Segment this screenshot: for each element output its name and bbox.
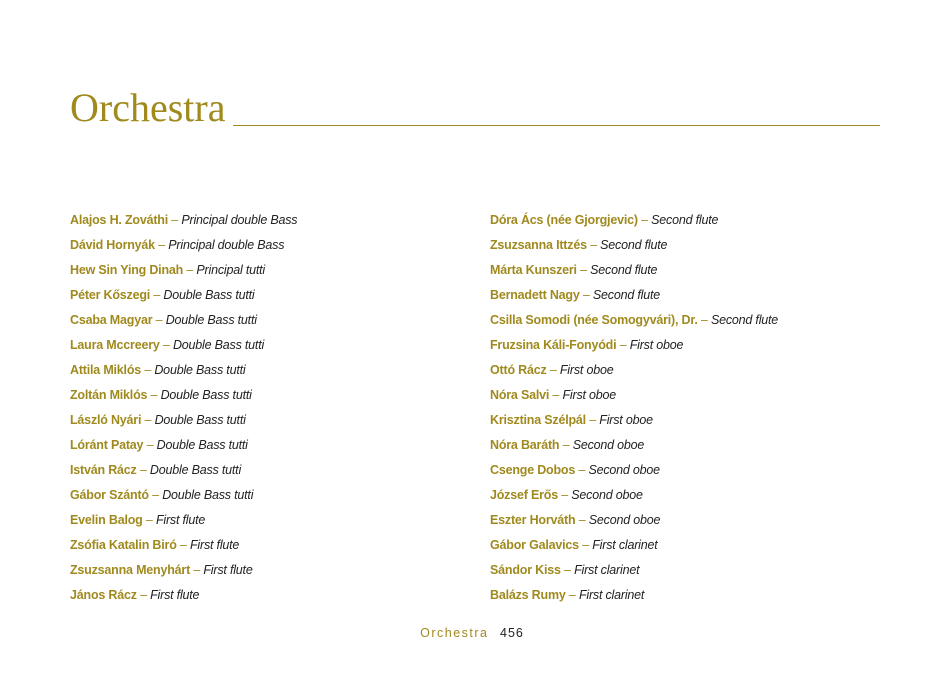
member-name: Eszter Horváth [490, 513, 576, 527]
separator-dash: – [700, 313, 708, 327]
member-entry [70, 408, 470, 433]
right-column [490, 208, 910, 608]
member-role: First clarinet [578, 588, 645, 602]
separator-dash: – [578, 513, 586, 527]
member-name: István Rácz [70, 463, 137, 477]
member-entry [70, 283, 470, 308]
separator-dash: – [590, 238, 597, 252]
member-name: Nóra Salvi [490, 388, 550, 402]
member-role: First oboe [562, 388, 617, 402]
member-name: Bernadett Nagy [490, 288, 580, 302]
member-entry [490, 508, 910, 533]
member-entry [490, 558, 910, 583]
member-role: First oboe [559, 363, 614, 377]
member-role: Double Bass tutti [165, 313, 257, 327]
member-role: Double Bass tutti [172, 338, 265, 352]
member-role: Double Bass tutti [149, 463, 242, 477]
separator-dash: – [186, 263, 194, 277]
member-role: First flute [155, 513, 206, 527]
member-role: Second flute [590, 263, 658, 277]
member-role: Double Bass tutti [154, 363, 246, 377]
member-role: First clarinet [574, 563, 640, 577]
member-entry [490, 208, 910, 233]
member-entry [70, 308, 470, 333]
separator-dash: – [641, 213, 648, 227]
member-role: Principal double Bass [168, 238, 285, 252]
member-name: Gábor Galavics [490, 538, 579, 552]
separator-dash: – [578, 463, 586, 477]
separator-dash: – [158, 238, 165, 252]
separator-dash: – [179, 538, 187, 552]
member-name: Lóránt Patay [70, 438, 144, 452]
member-entry [490, 483, 910, 508]
left-column [70, 208, 470, 608]
member-name: József Erős [490, 488, 558, 502]
member-name: Laura Mccreery [70, 338, 160, 352]
separator-dash: – [171, 213, 179, 227]
member-role: First flute [150, 588, 200, 602]
page-footer [0, 626, 944, 640]
member-name: Zoltán Miklós [70, 388, 148, 402]
member-entry [490, 408, 910, 433]
member-name: Csaba Magyar [70, 313, 153, 327]
title-rule [233, 125, 880, 126]
separator-dash: – [144, 363, 152, 377]
separator-dash: – [552, 388, 560, 402]
separator-dash: – [150, 388, 158, 402]
separator-dash: – [564, 563, 571, 577]
member-role: Second flute [592, 288, 661, 302]
member-entry [70, 358, 470, 383]
separator-dash: – [152, 488, 159, 502]
member-role: Second oboe [571, 488, 643, 502]
member-name: Ottó Rácz [490, 363, 547, 377]
member-name: Evelin Balog [70, 513, 143, 527]
member-name: Zsófia Katalin Biró [70, 538, 177, 552]
member-entry [70, 433, 470, 458]
member-name: László Nyári [70, 413, 142, 427]
separator-dash: – [549, 363, 557, 377]
member-name: Nóra Baráth [490, 438, 560, 452]
member-entry [70, 258, 470, 283]
member-name: Dóra Ács (née Gjorgjevic) [490, 213, 638, 227]
member-entry [70, 208, 470, 233]
member-entry [490, 533, 910, 558]
member-entry [70, 333, 470, 358]
separator-dash: – [162, 338, 170, 352]
member-name: Krisztina Szélpál [490, 413, 586, 427]
member-role: First oboe [629, 338, 684, 352]
member-entry [70, 533, 470, 558]
member-entry [490, 458, 910, 483]
separator-dash: – [193, 563, 201, 577]
separator-dash: – [582, 288, 590, 302]
member-entry [490, 583, 910, 608]
member-role: Double Bass tutti [154, 413, 246, 427]
member-role: Second oboe [588, 463, 660, 477]
member-role: Second oboe [572, 438, 645, 452]
separator-dash: – [561, 488, 569, 502]
member-role: Double Bass tutti [162, 488, 254, 502]
member-name: Hew Sin Ying Dinah [70, 263, 184, 277]
separator-dash: – [146, 438, 154, 452]
member-entry [490, 258, 910, 283]
separator-dash: – [582, 538, 589, 552]
member-entry [70, 583, 470, 608]
member-name: Sándor Kiss [490, 563, 561, 577]
member-entry [70, 383, 470, 408]
member-entry [490, 283, 910, 308]
member-role: Second flute [710, 313, 779, 327]
separator-dash: – [568, 588, 576, 602]
member-name: Fruzsina Káli-Fonyódi [490, 338, 617, 352]
member-entry [490, 333, 910, 358]
separator-dash: – [619, 338, 627, 352]
member-name: Dávid Hornyák [70, 238, 155, 252]
member-entry [490, 433, 910, 458]
member-entry [70, 233, 470, 258]
member-entry [490, 233, 910, 258]
member-entry [70, 483, 470, 508]
member-role: First flute [189, 538, 240, 552]
member-role: Principal double Bass [181, 213, 298, 227]
member-role: First clarinet [592, 538, 658, 552]
member-entry [490, 308, 910, 333]
member-entry [490, 358, 910, 383]
member-name: Péter Kőszegi [70, 288, 151, 302]
separator-dash: – [153, 288, 161, 302]
separator-dash: – [580, 263, 587, 277]
member-role: Double Bass tutti [160, 388, 252, 402]
member-name: Csilla Somodi (née Somogyvári), Dr. [490, 313, 698, 327]
member-name: Balázs Rumy [490, 588, 566, 602]
member-name: Alajos H. Zováthi [70, 213, 169, 227]
separator-dash: – [144, 413, 152, 427]
member-entry [70, 508, 470, 533]
member-role: Second flute [600, 238, 668, 252]
member-name: Gábor Szántó [70, 488, 149, 502]
member-name: Márta Kunszeri [490, 263, 577, 277]
member-entry [70, 458, 470, 483]
member-name: Attila Miklós [70, 363, 142, 377]
separator-dash: – [140, 588, 147, 602]
page-header [70, 85, 880, 130]
member-role: First flute [203, 563, 253, 577]
separator-dash: – [562, 438, 570, 452]
member-role: Second flute [651, 213, 719, 227]
separator-dash: – [589, 413, 596, 427]
member-role: Double Bass tutti [163, 288, 255, 302]
member-role: Principal tutti [196, 263, 265, 277]
page-number: 456 [500, 626, 524, 640]
member-role: First oboe [599, 413, 653, 427]
separator-dash: – [155, 313, 163, 327]
separator-dash: – [139, 463, 147, 477]
member-name: Csenge Dobos [490, 463, 576, 477]
member-name: Zsuzsanna Menyhárt [70, 563, 191, 577]
member-entry [490, 383, 910, 408]
member-name: János Rácz [70, 588, 137, 602]
footer-section-label: Orchestra [420, 626, 489, 640]
member-role: Double Bass tutti [156, 438, 248, 452]
member-name: Zsuzsanna Ittzés [490, 238, 587, 252]
member-entry [70, 558, 470, 583]
separator-dash: – [145, 513, 153, 527]
member-role: Second oboe [588, 513, 661, 527]
page-title: Orchestra [70, 85, 226, 130]
